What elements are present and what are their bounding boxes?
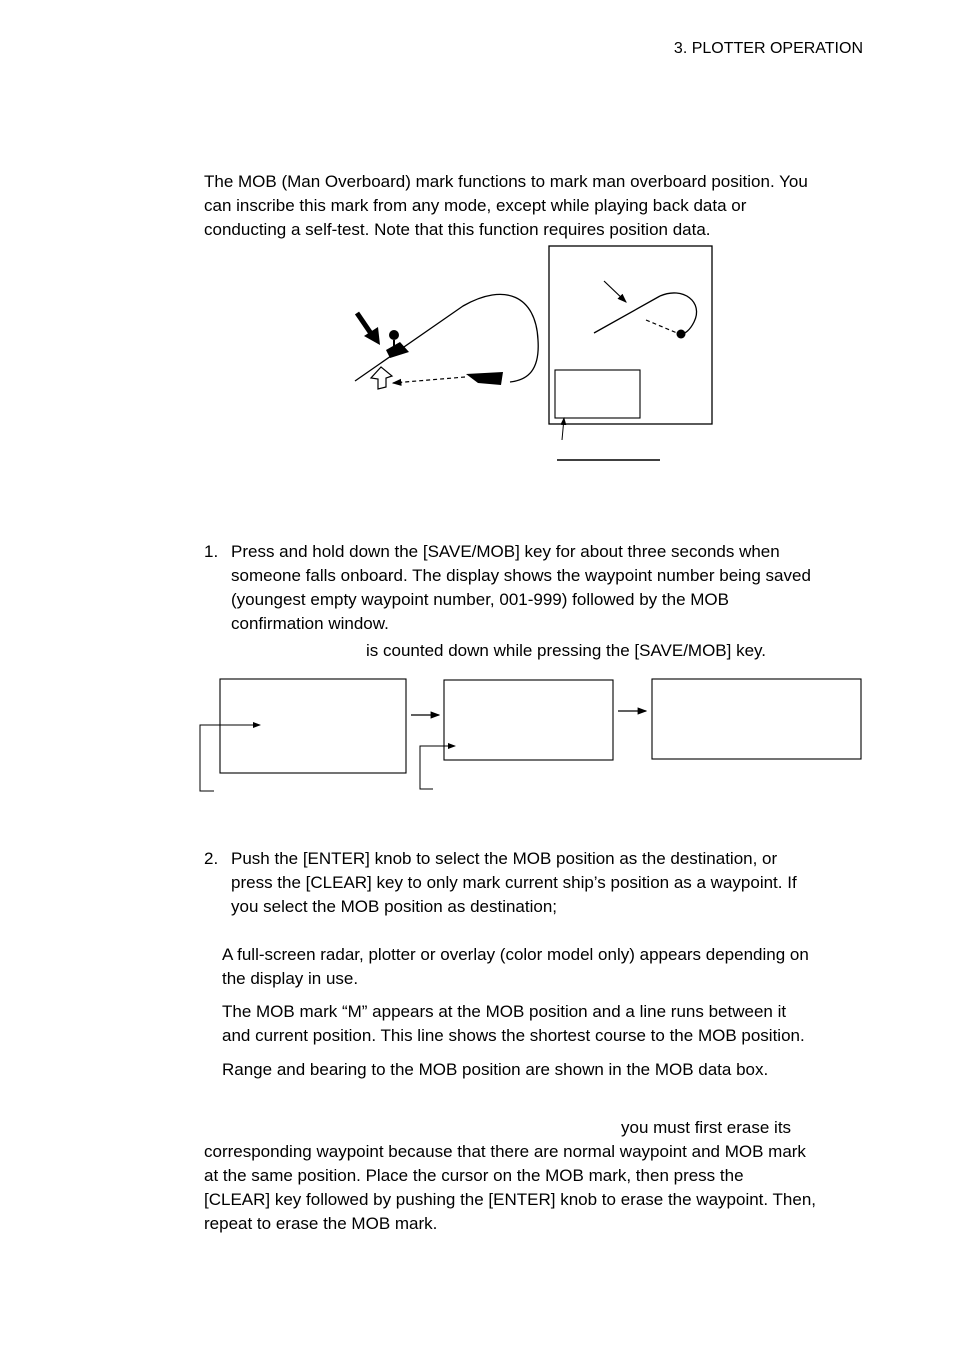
step-1-line-4: confirmation window. <box>231 614 389 633</box>
step-2-line-3: you select the MOB position as destination; <box>231 897 558 916</box>
screen-2 <box>444 680 613 760</box>
result-1-line-2: the display in use. <box>222 969 359 988</box>
erase-note-line-3: [CLEAR] key followed by pushing the [ENTER] knob to erase the waypoint. Then, <box>204 1190 817 1209</box>
step-1-note: is counted down while pressing the [SAVE/MOB] key. <box>366 641 767 660</box>
step-1-line-2: someone falls onboard. The display shows the waypoint number being saved <box>231 566 811 585</box>
step-2-line-1: Push the [ENTER] knob to select the MOB position as the destination, or <box>231 849 778 868</box>
section-header: 3. PLOTTER OPERATION <box>673 40 863 57</box>
step-2-line-2: press the [CLEAR] key to only mark current ship’s position as a waypoint. If <box>231 873 797 892</box>
result-1-line-1: A full-screen radar, plotter or overlay (color model only) appears depending on <box>222 945 809 964</box>
step-2-number: 2. <box>204 849 219 868</box>
step-1-line-3: (youngest empty waypoint number, 001-999) followed by the MOB <box>231 590 729 609</box>
intro-line-2: can inscribe this mark from any mode, except while playing back data or <box>204 196 747 215</box>
result-2-line-1: The MOB mark “M” appears at the MOB position and a line runs between it <box>222 1002 787 1021</box>
screen-1 <box>220 679 406 773</box>
step-1-line-1: Press and hold down the [SAVE/MOB] key for about three seconds when <box>231 542 780 561</box>
erase-note-line-1: corresponding waypoint because that there are normal waypoint and MOB mark <box>204 1142 806 1161</box>
erase-note-line-4: repeat to erase the MOB mark. <box>204 1214 438 1233</box>
screen-3 <box>652 679 861 759</box>
step-1-number: 1. <box>204 542 219 561</box>
intro-line-1: The MOB (Man Overboard) mark functions to mark man overboard position. You <box>204 172 808 191</box>
result-3-line-1: Range and bearing to the MOB position are shown in the MOB data box. <box>222 1060 769 1079</box>
erase-note-line-2: at the same position. Place the cursor on the MOB mark, then press the <box>204 1166 744 1185</box>
erase-note-lead: you must first erase its <box>621 1118 792 1137</box>
result-2-line-2: and current position. This line shows the shortest course to the MOB position. <box>222 1026 805 1045</box>
intro-line-3: conducting a self-test. Note that this function requires position data. <box>204 220 711 239</box>
